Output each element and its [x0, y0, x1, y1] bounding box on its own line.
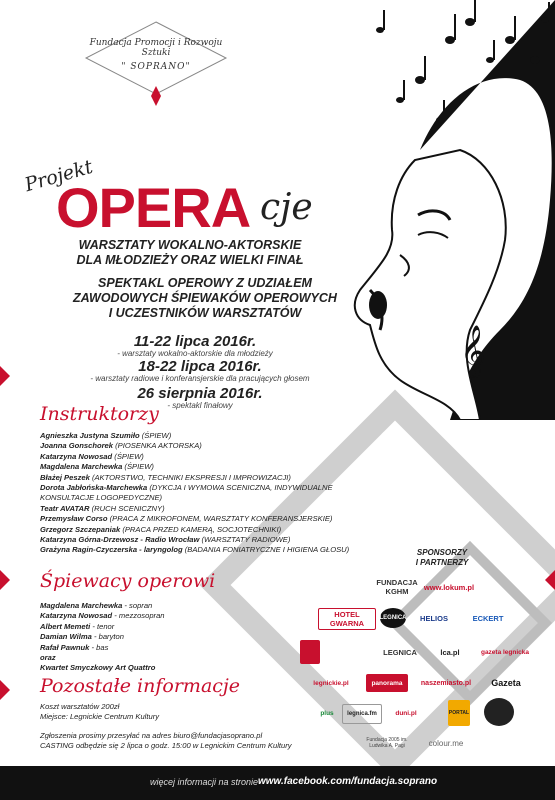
list-item-role: (BADANIA FONIATRYCZNE I HIGIENA GŁOSU): [184, 545, 350, 555]
list-item-role: (DYKCJA I WYMOWA SCENICZNA, INDYWIDUALNE KONSULTACJE LOGOPEDYCZNE): [40, 483, 333, 503]
list-item-name: Dorota Jabłońska-Marchewka: [40, 483, 148, 493]
headline-line: I UCZESTNIKÓW WARSZTATÓW: [108, 306, 302, 320]
footer-more-info: więcej informacji na stronie: [150, 777, 259, 787]
logo-legnica: LEGNICA: [383, 647, 417, 657]
list-item-name: Grzegorz Szczepaniak: [40, 524, 121, 534]
headline-line: DLA MŁODZIEŻY ORAZ WIELKI FINAŁ: [76, 253, 304, 267]
organization-line-2: " SOPRANO": [121, 62, 191, 72]
list-item-name: oraz: [40, 653, 56, 663]
other-info-heading: Pozostałe informacje: [40, 675, 241, 697]
date-note: - warsztaty wokalno-aktorskie dla młodzieży: [117, 349, 273, 358]
date-note: - warsztaty radiowe i konferansjerskie dla pracujących głosem: [90, 374, 310, 383]
list-item-name: Magdalena Marchewka: [40, 601, 123, 610]
logo-helios: HELIOS: [420, 613, 448, 623]
list-item: [40, 483, 360, 504]
list-item: [40, 663, 360, 673]
headline-spectacle: [50, 276, 360, 321]
logo-panorama: panorama: [366, 674, 408, 692]
title-cje: cje: [260, 187, 313, 228]
logo-hotel-gwarna: HOTEL GWARNA: [318, 608, 376, 630]
headline-line: ZAWODOWYCH ŚPIEWAKÓW OPEROWYCH: [73, 291, 337, 305]
headline-line: WARSZTATY WOKALNO-AKTORSKIE: [78, 238, 302, 252]
list-item-role: (ŚPIEW): [114, 451, 144, 461]
list-item: [40, 622, 360, 632]
logo-plus: plus: [320, 709, 334, 717]
date-text: 18-22 lipca 2016r.: [138, 358, 262, 375]
organization-name: [82, 38, 230, 72]
list-item: [40, 462, 360, 472]
logo-coat-of-arms: [300, 640, 320, 664]
list-item-name: Błażej Peszek: [40, 472, 90, 482]
list-item-role: (PIOSENKA AKTORSKA): [115, 441, 202, 451]
list-item: [40, 601, 360, 611]
list-item-name: Przemysław Corso: [40, 514, 108, 524]
logo-gazeta: Gazeta: [491, 678, 521, 688]
singers-heading: Śpiewacy operowi: [40, 570, 216, 592]
list-item-name: Damian Wilma: [40, 632, 92, 642]
list-item-name: Grażyna Ragin-Czyczerska - laryngolog: [40, 545, 183, 555]
apply-text: Zgłoszenia prosimy przesyłać na adres biuro@fundacjasoprano.pl: [40, 730, 263, 740]
list-item-name: Rafał Pawnuk: [40, 642, 90, 652]
headline-line: SPEKTAKL OPEROWY Z UDZIAŁEM: [98, 276, 312, 290]
list-item-role: (ŚPIEW): [141, 431, 172, 440]
left-marker-2: [0, 570, 10, 590]
logo-naszemiasto: naszemiasto.pl: [420, 679, 472, 687]
logo-portal: PORTAL: [448, 700, 470, 726]
list-item: [40, 452, 360, 462]
date-block-2: [80, 358, 320, 383]
list-item-role: - baryton: [93, 632, 124, 642]
list-item: [40, 545, 360, 555]
list-item-name: Katarzyna Nowosad: [40, 451, 113, 461]
list-item-role: - sopran: [124, 601, 153, 610]
date-text: 11-22 lipca 2016r.: [133, 333, 257, 350]
logo-legnica-fm: legnica.fm: [342, 704, 382, 724]
instructors-heading: Instruktorzy: [40, 403, 159, 425]
sponsors-heading: [392, 548, 492, 568]
list-item-role: (RUCH SCENICZNY): [91, 503, 165, 513]
list-item-role: (AKTORSTWO, TECHNIKI EKSPRESJI I IMPROWIZACJI): [91, 472, 291, 482]
list-item-name: Joanna Gonschorek: [40, 441, 114, 451]
list-item-name: Katarzyna Górna-Drzewosz - Radio Wrocław: [40, 535, 200, 545]
logo-fundacja-pagi: Fundacja 2005 im. Ludwika A. Pagi: [366, 737, 408, 749]
logo-lokum: www.lokum.pl: [423, 582, 475, 592]
organization-line-1: Fundacja Promocji i Rozwoju Sztuki: [89, 38, 223, 58]
logo-kghm: FUNDACJA KGHM: [376, 578, 418, 596]
logo-legnickie: legnickie.pl: [313, 679, 349, 687]
list-item-name: Magdalena Marchewka: [40, 462, 123, 472]
title-projekt: Projekt: [22, 155, 96, 197]
list-item-name: Teatr AVATAR: [40, 503, 90, 513]
org-red-diamond: [151, 86, 161, 106]
logo-colourme: colour.me: [428, 738, 464, 748]
logo-eckert: ECKERT: [472, 613, 504, 623]
opera-singer-illustration: [300, 0, 555, 420]
list-item: [40, 535, 360, 545]
logo-lca: lca.pl: [440, 647, 460, 657]
list-item-role: (ŚPIEW): [124, 462, 154, 472]
list-item-role: (PRACA Z MIKROFONEM, WARSZTATY KONFERANSJERSKIE): [109, 514, 333, 524]
list-item: [40, 525, 360, 535]
logo-colorful: [328, 640, 370, 664]
title-opera: OPERA: [56, 176, 251, 239]
sponsors-line: I PARTNERZY: [415, 558, 469, 567]
date-note: - spektakl finałowy: [167, 401, 233, 410]
casting-text: CASTING odbędzie się 2 lipca o godz. 15:00 w Legnickim Centrum Kultury: [40, 741, 292, 751]
list-item: [40, 514, 360, 524]
list-item-role: (WARSZTATY RADIOWE): [201, 535, 291, 545]
list-item-name: Albert Memeti: [40, 621, 91, 631]
list-item: [40, 473, 360, 483]
cost-text: Koszt warsztatów 200zł: [40, 702, 120, 711]
date-text: 26 sierpnia 2016r.: [137, 385, 263, 402]
headline-workshops: [40, 238, 340, 268]
logo-gazeta-legnicka: gazeta legnicka: [480, 648, 530, 656]
list-item: [40, 431, 360, 441]
svg-text:𝄞: 𝄞: [460, 325, 487, 376]
logo-round-badge: [484, 698, 514, 726]
instructors-list: [40, 431, 360, 556]
list-item-role: - mezzosopran: [114, 611, 165, 621]
date-block-1: [90, 333, 300, 358]
list-item-name: Agnieszka Justyna Szumiło: [40, 431, 140, 440]
list-item-role: - bas: [91, 642, 109, 652]
left-marker-1: [0, 366, 10, 386]
list-item-role: - tenor: [92, 621, 115, 631]
list-item: [40, 504, 360, 514]
list-item-role: (PRACA PRZED KAMERĄ, SOCJOTECHNIKI): [122, 524, 282, 534]
logo-legnica-round: LEGNICA: [380, 608, 406, 628]
footer-url-link[interactable]: www.facebook.com/fundacja.soprano: [258, 776, 438, 787]
list-item: [40, 611, 360, 621]
place-text: Miejsce: Legnickie Centrum Kultury: [40, 712, 160, 722]
sponsors-line: SPONSORZY: [416, 548, 468, 557]
list-item-name: Katarzyna Nowosad: [40, 611, 113, 621]
logo-duni: duni.pl: [395, 709, 417, 717]
footer-bar: [0, 766, 555, 800]
left-marker-3: [0, 680, 10, 700]
list-item-name: Kwartet Smyczkowy Art Quattro: [40, 663, 156, 673]
list-item: [40, 441, 360, 451]
